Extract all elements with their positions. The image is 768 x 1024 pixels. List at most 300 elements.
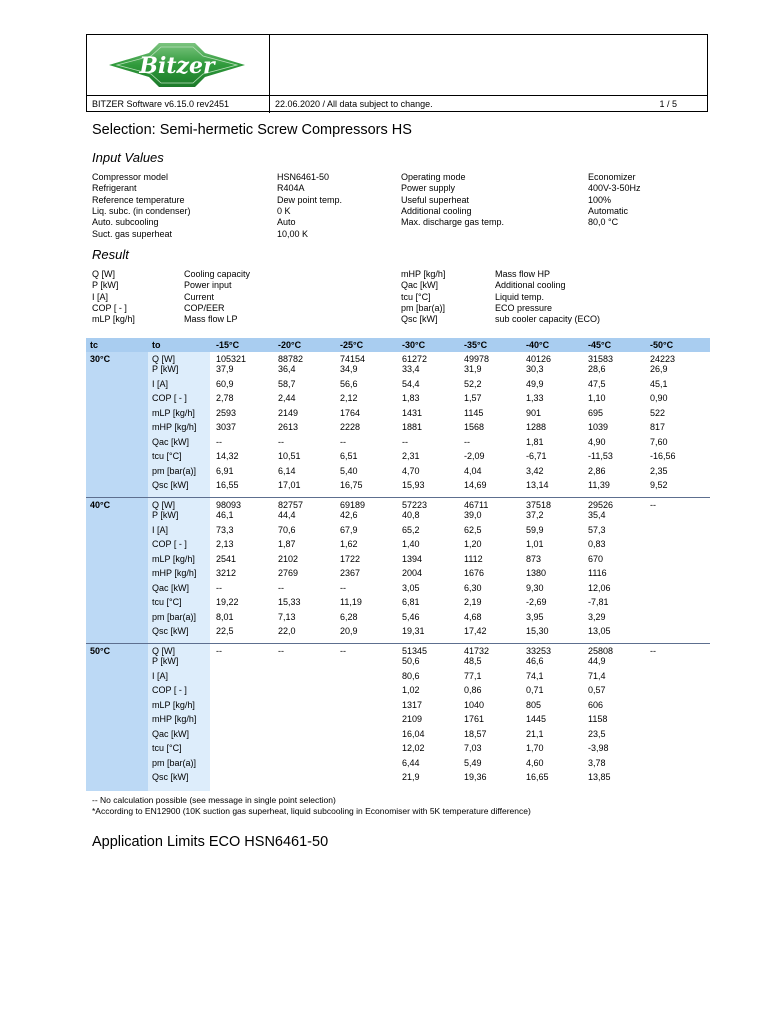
table-cell: 1317 [402, 700, 423, 710]
table-cell: 22,0 [278, 626, 296, 636]
table-cell: 8,01 [216, 612, 234, 622]
input-value: Economizer [588, 172, 636, 182]
table-cell: 28,6 [588, 364, 606, 374]
table-header-row [86, 338, 710, 352]
table-cell: 36,4 [278, 364, 296, 374]
table-cell: 20,9 [340, 626, 358, 636]
page-title: Selection: Semi-hermetic Screw Compressors HS [92, 122, 412, 138]
table-cell: 22,5 [216, 626, 234, 636]
input-value: 100% [588, 194, 612, 205]
table-cell: 73,3 [216, 525, 234, 535]
param-label: P [kW] [152, 656, 179, 666]
param-label: Qsc [kW] [152, 480, 189, 490]
legend-symbol: Qac [kW] [401, 280, 439, 291]
table-cell: 0,86 [464, 685, 482, 695]
table-cell: 40126 [526, 354, 552, 364]
table-cell: -- [340, 646, 346, 656]
legend-symbol: Qsc [kW] [401, 314, 438, 325]
table-cell: 74154 [340, 354, 366, 364]
table-cell: 1040 [464, 700, 485, 710]
table-cell: 2004 [402, 568, 423, 578]
header-evap-temp: -45°C [588, 340, 612, 350]
legend-description: Current [184, 291, 215, 302]
tc-column-band [86, 352, 148, 498]
table-cell: 12,02 [402, 743, 425, 753]
table-cell: 6,81 [402, 597, 420, 607]
table-cell: 37,9 [216, 364, 234, 374]
table-cell: 3212 [216, 568, 237, 578]
legend-symbol: pm [bar(a)] [401, 302, 446, 313]
table-cell: 52,2 [464, 379, 482, 389]
table-cell: 57,3 [588, 525, 606, 535]
date-note: 22.06.2020 / All data subject to change. [275, 99, 433, 109]
table-cell: 4,68 [464, 612, 482, 622]
header-evap-temp: -25°C [340, 340, 364, 350]
table-cell: 62,5 [464, 525, 482, 535]
table-cell: 56,6 [340, 379, 358, 389]
table-cell: 67,9 [340, 525, 358, 535]
table-cell: 2,86 [588, 466, 606, 476]
table-cell: 1,62 [340, 539, 358, 549]
page-number: 1 / 5 [659, 99, 677, 109]
param-label: pm [bar(a)] [152, 758, 197, 768]
input-label: Useful superheat [401, 194, 470, 205]
param-label: mHP [kg/h] [152, 568, 197, 578]
input-values-heading: Input Values [92, 150, 164, 165]
table-cell: 10,51 [278, 451, 301, 461]
table-cell: 33,4 [402, 364, 420, 374]
param-label: COP [ - ] [152, 685, 187, 695]
legend-description: Liquid temp. [495, 291, 545, 302]
table-cell: 31,9 [464, 364, 482, 374]
document-header [86, 34, 708, 112]
table-cell: 80,6 [402, 671, 420, 681]
table-cell: 1,20 [464, 539, 482, 549]
table-cell: 45,1 [650, 379, 668, 389]
table-cell: 0,71 [526, 685, 544, 695]
param-label: tcu [°C] [152, 743, 182, 753]
tc-column-band [86, 644, 148, 791]
param-label: I [A] [152, 525, 169, 535]
table-cell: 14,69 [464, 480, 487, 490]
table-cell: 817 [650, 422, 666, 432]
param-label: tcu [°C] [152, 451, 182, 461]
header-evap-temp: -50°C [650, 340, 674, 350]
table-cell: 21,9 [402, 772, 420, 782]
table-cell: 1,40 [402, 539, 420, 549]
input-value: HSN6461-50 [277, 172, 330, 182]
table-cell: 1761 [464, 714, 485, 724]
table-cell: 7,60 [650, 437, 668, 447]
table-cell: -7,81 [588, 597, 609, 607]
table-cell: 4,90 [588, 437, 606, 447]
table-cell: 49978 [464, 354, 490, 364]
param-label: Q [W] [152, 354, 175, 364]
table-cell: 13,85 [588, 772, 611, 782]
table-cell: 1380 [526, 568, 547, 578]
param-label: Q [W] [152, 500, 175, 510]
table-cell: 17,42 [464, 626, 487, 636]
table-cell: -- [278, 646, 284, 656]
table-cell: 77,1 [464, 671, 482, 681]
input-value: R404A [277, 183, 305, 194]
table-cell: 6,51 [340, 451, 358, 461]
table-cell: 98093 [216, 500, 242, 510]
table-cell: 16,55 [216, 480, 239, 490]
table-cell: 3,95 [526, 612, 544, 622]
table-cell: 13,14 [526, 480, 549, 490]
table-cell: 2,13 [216, 539, 234, 549]
table-cell: 4,60 [526, 758, 544, 768]
param-label: pm [bar(a)] [152, 466, 197, 476]
table-cell: 12,06 [588, 583, 611, 593]
table-cell: 670 [588, 554, 604, 564]
param-label: mLP [kg/h] [152, 408, 195, 418]
table-cell: 105321 [216, 354, 247, 364]
table-cell: 0,83 [588, 539, 606, 549]
table-cell: 34,9 [340, 364, 358, 374]
table-cell: 2,31 [402, 451, 420, 461]
table-cell: 46,1 [216, 510, 234, 520]
table-cell: 58,7 [278, 379, 296, 389]
table-cell: 15,93 [402, 480, 425, 490]
header-evap-temp: -35°C [464, 340, 488, 350]
table-cell: 16,75 [340, 480, 363, 490]
param-label: Qsc [kW] [152, 772, 189, 782]
table-cell: 2102 [278, 554, 299, 564]
table-cell: 3037 [216, 422, 237, 432]
table-cell: 1,87 [278, 539, 296, 549]
table-cell: 2,78 [216, 393, 234, 403]
table-cell: 39,0 [464, 510, 482, 520]
table-cell: 70,6 [278, 525, 296, 535]
table-cell: 1,01 [526, 539, 544, 549]
table-cell: 0,57 [588, 685, 606, 695]
table-cell: 1,02 [402, 685, 420, 695]
table-cell: 9,30 [526, 583, 544, 593]
table-cell: -- [650, 500, 656, 510]
param-label: COP [ - ] [152, 539, 187, 549]
input-value: Auto [277, 217, 296, 228]
table-cell: 606 [588, 700, 604, 710]
header-evap-temp: -15°C [216, 340, 240, 350]
header-evap-temp: -20°C [278, 340, 302, 350]
input-value: Automatic [588, 205, 629, 216]
table-cell: 4,70 [402, 466, 420, 476]
table-cell: 1,81 [526, 437, 544, 447]
table-cell: 2613 [278, 422, 299, 432]
table-cell: 1445 [526, 714, 547, 724]
tc-column-band [86, 498, 148, 644]
input-label: Operating mode [401, 172, 466, 182]
table-cell: 60,9 [216, 379, 234, 389]
table-cell: 18,57 [464, 729, 487, 739]
table-cell: 74,1 [526, 671, 544, 681]
input-label: Compressor model [92, 172, 169, 182]
input-label: Liq. subc. (in condenser) [92, 205, 191, 216]
header-tc: tc [90, 340, 99, 350]
table-cell: -- [278, 583, 284, 593]
table-cell: -16,56 [650, 451, 676, 461]
table-cell: 6,91 [216, 466, 234, 476]
param-label: P [kW] [152, 364, 179, 374]
input-value: 80,0 °C [588, 217, 619, 228]
param-label: tcu [°C] [152, 597, 182, 607]
table-cell: -2,09 [464, 451, 485, 461]
table-cell: 69189 [340, 500, 366, 510]
footnote-en12900: *According to EN12900 (10K suction gas superheat, liquid subcooling in Economiser with 5K temperature difference) [92, 806, 531, 816]
header-to: to [152, 340, 161, 350]
table-cell: 19,22 [216, 597, 239, 607]
header-evap-temp: -30°C [402, 340, 426, 350]
table-cell: 46711 [464, 500, 489, 510]
param-label: Qsc [kW] [152, 626, 189, 636]
legend-description: sub cooler capacity (ECO) [495, 314, 601, 325]
table-cell: 19,36 [464, 772, 487, 782]
table-cell: 47,5 [588, 379, 606, 389]
legend-description: Additional cooling [495, 280, 566, 291]
table-cell: 1,33 [526, 393, 544, 403]
table-cell: 37,2 [526, 510, 544, 520]
table-cell: 61272 [402, 354, 428, 364]
table-cell: 23,5 [588, 729, 606, 739]
table-cell: 3,05 [402, 583, 420, 593]
table-cell: 1145 [464, 408, 484, 418]
param-label: mLP [kg/h] [152, 700, 195, 710]
table-cell: 2541 [216, 554, 237, 564]
table-cell: -- [216, 583, 222, 593]
legend-symbol: P [kW] [92, 280, 119, 291]
param-label: pm [bar(a)] [152, 612, 197, 622]
legend-symbol: mLP [kg/h] [92, 314, 135, 325]
param-label: mHP [kg/h] [152, 422, 197, 432]
logo-wordmark: Bitzer [139, 53, 215, 79]
table-cell: 21,1 [526, 729, 544, 739]
param-label: mHP [kg/h] [152, 714, 197, 724]
table-cell: 695 [588, 408, 604, 418]
header-divider [269, 35, 270, 113]
input-label: Additional cooling [401, 205, 472, 216]
legend-description: COP/EER [184, 302, 225, 313]
table-cell: 33253 [526, 646, 552, 656]
table-cell: 1288 [526, 422, 547, 432]
table-cell: 2769 [278, 568, 299, 578]
legend-symbol: I [A] [92, 291, 109, 302]
input-value: 10,00 K [277, 228, 309, 239]
legend-description: Cooling capacity [184, 269, 251, 279]
table-cell: 59,9 [526, 525, 544, 535]
param-label: COP [ - ] [152, 393, 187, 403]
table-cell: 25808 [588, 646, 614, 656]
legend-symbol: tcu [°C] [401, 291, 431, 302]
table-cell: 1112 [464, 554, 483, 564]
table-cell: -6,71 [526, 451, 547, 461]
table-cell: 16,65 [526, 772, 549, 782]
param-label: P [kW] [152, 510, 179, 520]
table-cell: 48,5 [464, 656, 482, 666]
param-label: Qac [kW] [152, 583, 190, 593]
table-cell: 1431 [402, 408, 423, 418]
table-cell: 17,01 [278, 480, 301, 490]
table-cell: 16,04 [402, 729, 425, 739]
condensing-temp-label: 50°C [90, 646, 111, 656]
table-cell: 54,4 [402, 379, 420, 389]
table-cell: 29526 [588, 500, 614, 510]
condensing-temp-label: 40°C [90, 500, 111, 510]
table-cell: 14,32 [216, 451, 239, 461]
table-cell: 51345 [402, 646, 428, 656]
bitzer-logo [109, 43, 245, 87]
param-label: I [A] [152, 379, 169, 389]
table-cell: 9,52 [650, 480, 668, 490]
table-cell: -- [402, 437, 408, 447]
table-cell: 805 [526, 700, 542, 710]
table-cell: 2228 [340, 422, 361, 432]
input-label: Power supply [401, 183, 456, 194]
table-cell: 1676 [464, 568, 485, 578]
table-cell: 82757 [278, 500, 304, 510]
table-cell: 7,03 [464, 743, 482, 753]
table-cell: -- [216, 437, 222, 447]
table-cell: 5,49 [464, 758, 482, 768]
table-cell: 901 [526, 408, 542, 418]
table-cell: 1394 [402, 554, 423, 564]
table-cell: 30,3 [526, 364, 544, 374]
table-cell: 1881 [402, 422, 423, 432]
table-cell: 2593 [216, 408, 237, 418]
table-cell: 37518 [526, 500, 552, 510]
table-cell: 13,05 [588, 626, 611, 636]
result-heading: Result [92, 247, 129, 262]
table-cell: 5,46 [402, 612, 420, 622]
table-cell: 3,29 [588, 612, 606, 622]
table-cell: 1039 [588, 422, 609, 432]
table-cell: 19,31 [402, 626, 425, 636]
table-cell: 6,28 [340, 612, 358, 622]
table-cell: 1,70 [526, 743, 544, 753]
table-cell: 26,9 [650, 364, 668, 374]
table-cell: 5,40 [340, 466, 358, 476]
condensing-temp-label: 30°C [90, 354, 111, 364]
legend-description: Power input [184, 280, 232, 291]
legend-symbol: COP [ - ] [92, 302, 127, 313]
table-cell: 15,33 [278, 597, 301, 607]
application-limits-title: Application Limits ECO HSN6461-50 [92, 834, 329, 850]
table-cell: 2367 [340, 568, 361, 578]
param-label: I [A] [152, 671, 169, 681]
table-cell: 2,19 [464, 597, 482, 607]
footnote-no-calc: -- No calculation possible (see message in single point selection) [92, 795, 336, 805]
table-cell: 1,83 [402, 393, 420, 403]
legend-description: Mass flow LP [184, 314, 238, 325]
input-label: Auto. subcooling [92, 217, 159, 228]
table-cell: 35,4 [588, 510, 606, 520]
table-cell: -- [464, 437, 470, 447]
block-separator [86, 643, 710, 644]
table-cell: 6,30 [464, 583, 482, 593]
table-cell: 1158 [588, 714, 608, 724]
table-cell: 1,57 [464, 393, 482, 403]
table-cell: -3,98 [588, 743, 609, 753]
table-cell: 2,12 [340, 393, 358, 403]
table-cell: 44,4 [278, 510, 296, 520]
table-cell: 57223 [402, 500, 428, 510]
table-cell: 15,30 [526, 626, 549, 636]
table-cell: 3,42 [526, 466, 544, 476]
table-cell: 1,10 [588, 393, 606, 403]
table-cell: 42,6 [340, 510, 358, 520]
table-cell: 7,13 [278, 612, 296, 622]
table-cell: 40,8 [402, 510, 420, 520]
table-cell: 2109 [402, 714, 423, 724]
table-cell: -- [216, 646, 222, 656]
input-value: 400V-3-50Hz [588, 183, 641, 194]
table-cell: 2,44 [278, 393, 296, 403]
legend-description: Mass flow HP [495, 269, 551, 279]
input-label: Suct. gas superheat [92, 228, 173, 239]
table-cell: 11,19 [340, 597, 362, 607]
table-cell: 6,44 [402, 758, 420, 768]
table-cell: 0,90 [650, 393, 668, 403]
software-version: BITZER Software v6.15.0 rev2451 [92, 99, 230, 109]
table-cell: -- [278, 437, 284, 447]
table-cell: -11,53 [588, 451, 613, 461]
table-cell: 1764 [340, 408, 361, 418]
param-label: mLP [kg/h] [152, 554, 195, 564]
header-rule [87, 95, 707, 96]
table-cell: 88782 [278, 354, 304, 364]
table-cell: -- [650, 646, 656, 656]
table-cell: 1722 [340, 554, 361, 564]
header-evap-temp: -40°C [526, 340, 550, 350]
table-cell: 49,9 [526, 379, 544, 389]
table-cell: -2,69 [526, 597, 547, 607]
table-cell: 1568 [464, 422, 485, 432]
block-separator [86, 497, 710, 498]
input-value: 0 K [277, 205, 291, 216]
table-cell: 522 [650, 408, 666, 418]
table-cell: 873 [526, 554, 542, 564]
input-label: Refrigerant [92, 183, 137, 194]
table-cell: 41732 [464, 646, 490, 656]
table-cell: 2,35 [650, 466, 668, 476]
table-cell: -- [340, 437, 346, 447]
table-cell: 24223 [650, 354, 676, 364]
table-cell: 46,6 [526, 656, 544, 666]
input-label: Max. discharge gas temp. [401, 217, 505, 228]
legend-symbol: mHP [kg/h] [401, 269, 446, 279]
table-cell: 1116 [588, 568, 607, 578]
table-cell: 3,78 [588, 758, 606, 768]
legend-description: ECO pressure [495, 302, 553, 313]
table-cell: 71,4 [588, 671, 606, 681]
table-cell: 44,9 [588, 656, 606, 666]
table-cell: 31583 [588, 354, 614, 364]
table-cell: 11,39 [588, 480, 610, 490]
input-value: Dew point temp. [277, 194, 343, 205]
table-cell: 65,2 [402, 525, 420, 535]
table-cell: 6,14 [278, 466, 296, 476]
legend-symbol: Q [W] [92, 269, 115, 279]
table-cell: -- [340, 583, 346, 593]
table-cell: 2149 [278, 408, 299, 418]
table-cell: 50,6 [402, 656, 420, 666]
results-table [86, 338, 710, 791]
param-label: Qac [kW] [152, 729, 190, 739]
param-label: Q [W] [152, 646, 175, 656]
param-label: Qac [kW] [152, 437, 190, 447]
table-cell: 4,04 [464, 466, 482, 476]
